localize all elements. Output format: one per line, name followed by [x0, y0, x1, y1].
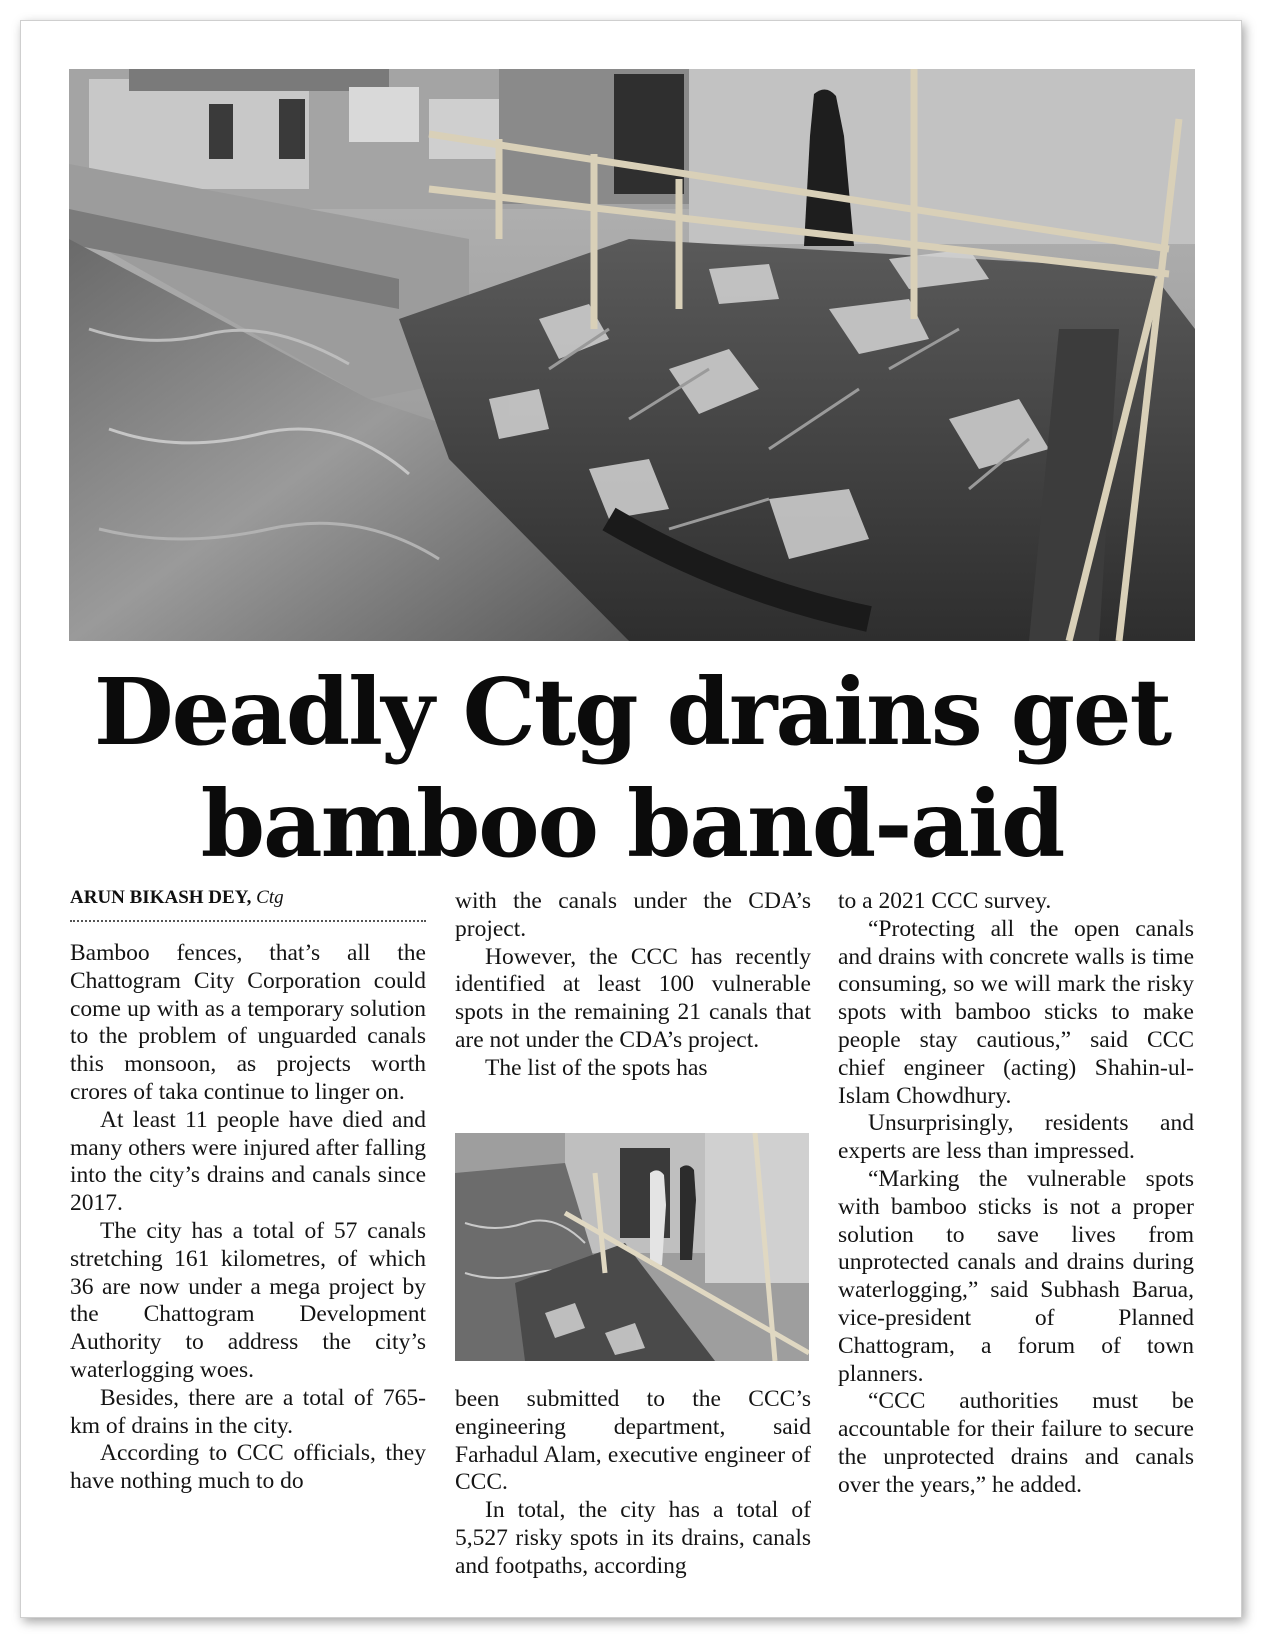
column-3	[838, 888, 1194, 1500]
paragraph: with the canals under the CDA’s project.	[455, 888, 811, 942]
main-photo	[69, 69, 1195, 641]
paragraph: been submitted to the CCC’s engineering department, said Farhadul Alam, executive engineer of CCC.	[455, 1386, 811, 1496]
headline-line-2: bamboo band-aid	[200, 770, 1064, 878]
headline-line-1: Deadly Ctg drains get	[93, 658, 1171, 766]
headline	[60, 656, 1204, 880]
paragraph: However, the CCC has recently identified at least 100 vulnerable spots in the remaining 21 canals that are not under the CDA’s project.	[455, 943, 811, 1053]
paragraph: Bamboo fences, that’s all the Chattogram City Corporation could come up with as a temporary solution to the problem of unguarded canals this monsoon, as projects worth crores of taka continue to linger on.	[70, 940, 426, 1105]
paragraph: The list of the spots has	[485, 1054, 708, 1081]
paragraph: “CCC authorities must be accountable for their failure to secure the unprotected drains and canals over the years,” he added.	[838, 1388, 1194, 1498]
paragraph: At least 11 people have died and many others were injured after falling into the city’s drains and canals since 2017.	[70, 1106, 426, 1217]
paragraph: Unsurprisingly, residents and experts are less than impressed.	[838, 1110, 1194, 1165]
canal-debris-photo	[69, 69, 1195, 641]
dateline-location: Ctg	[256, 887, 284, 908]
paragraph: “Protecting all the open canals and drains with concrete walls is time consuming, so we will mark the risky spots with bamboo sticks to make people stay cautious,” said CCC chief engineer (acting) Shahin-ul-Islam Chowdhury.	[838, 915, 1194, 1109]
byline	[70, 886, 426, 922]
paragraph: “Marking the vulnerable spots with bamboo sticks is not a proper solution to save lives from unprotected canals and drains during waterlogging,” said Subhash Barua, vice-president of Planned Chattogram, a forum of town planners.	[838, 1165, 1194, 1387]
paragraph: According to CCC officials, they have nothing much to do	[70, 1440, 426, 1495]
paragraph: The city has a total of 57 canals stretching 161 kilometres, of which 36 are now under a mega project by the Chattogram Development Authority to address the city’s waterlogging woes.	[70, 1217, 426, 1383]
pedestrians-beside-canal-photo	[455, 1133, 809, 1361]
column-2-bottom	[455, 1386, 811, 1581]
paragraph: Besides, there are a total of 765-km of drains in the city.	[70, 1384, 426, 1439]
column-1	[70, 940, 426, 1496]
paragraph: In total, the city has a total of 5,527 risky spots in its drains, canals and footpaths, according	[455, 1497, 811, 1579]
column-2-top	[455, 888, 811, 1083]
author-name: ARUN BIKASH DEY,	[70, 887, 252, 908]
paragraph: to a 2021 CCC survey.	[838, 888, 1052, 914]
inset-photo	[455, 1133, 809, 1361]
